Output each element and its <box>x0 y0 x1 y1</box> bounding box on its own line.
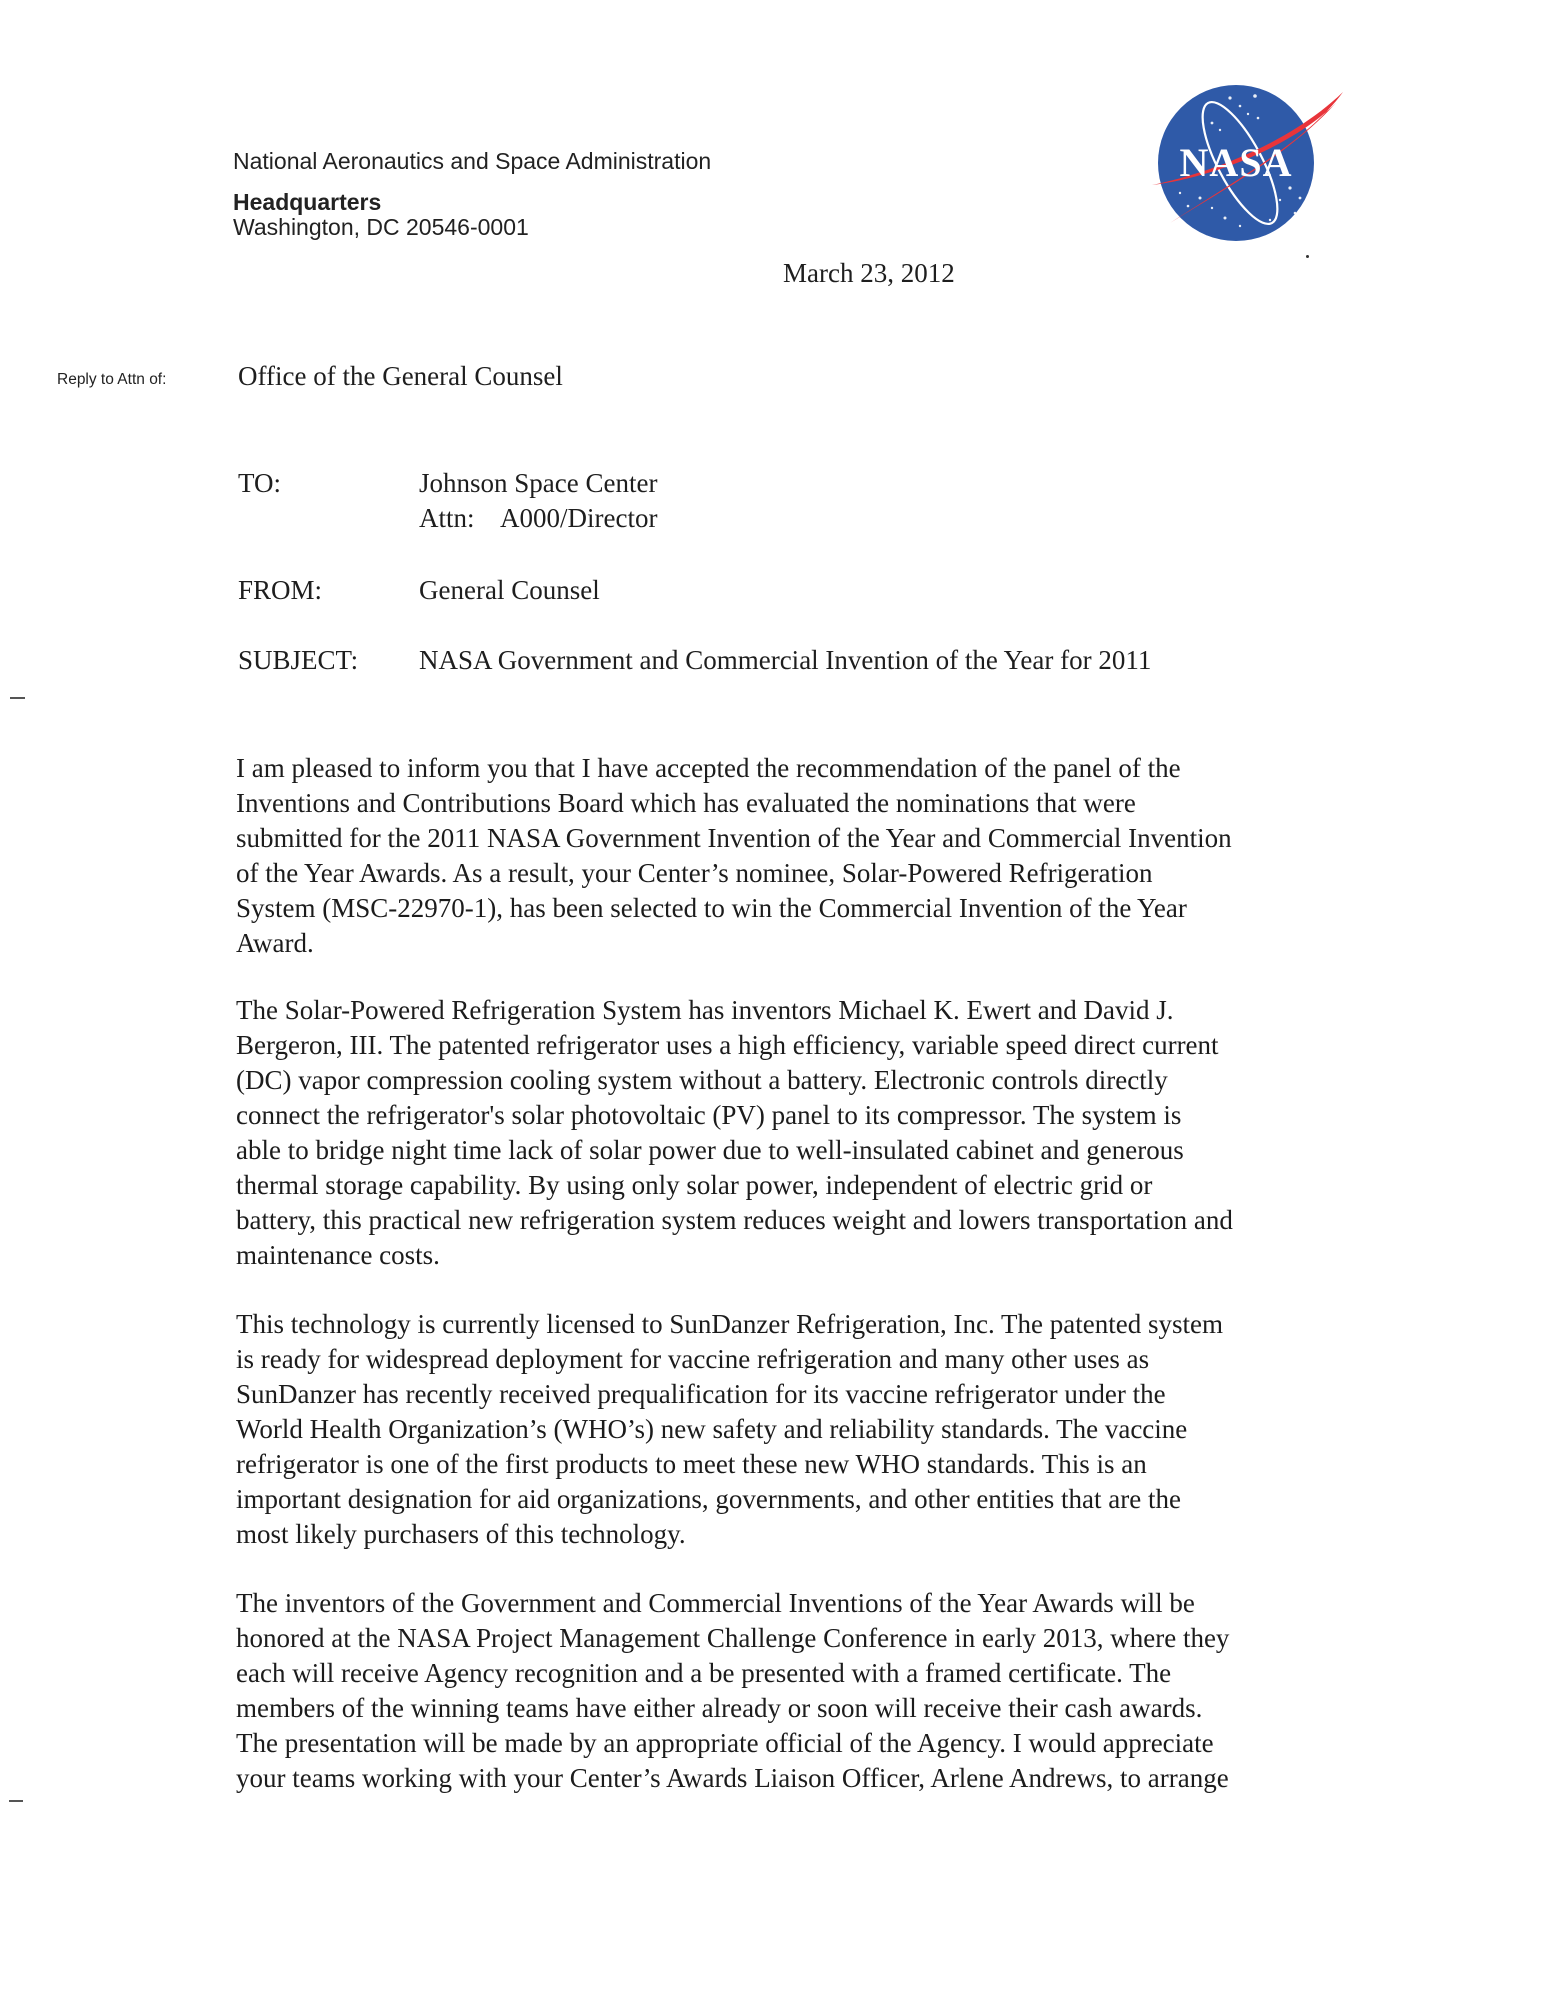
to-recipient: Johnson Space Center <box>419 468 658 498</box>
svg-text:NASA: NASA <box>1179 140 1293 185</box>
body-line: your teams working with your Center’s Awards Liaison Officer, Arlene Andrews, to arrange <box>236 1763 1229 1793</box>
body-line: able to bridge night time lack of solar power due to well-insulated cabinet and generous <box>236 1135 1184 1165</box>
fold-mark <box>10 697 25 699</box>
to-attention: Attn: A000/Director <box>419 503 658 533</box>
body-line: This technology is currently licensed to SunDanzer Refrigeration, Inc. The patented system <box>236 1309 1223 1339</box>
subject-value: NASA Government and Commercial Invention of the Year for 2011 <box>419 645 1152 675</box>
body-line: each will receive Agency recognition and a be presented with a framed certificate. The <box>236 1658 1172 1688</box>
body-line: important designation for aid organizations, governments, and other entities that are the <box>236 1484 1181 1514</box>
body-line: Bergeron, III. The patented refrigerator uses a high efficiency, variable speed direct current <box>236 1030 1219 1060</box>
body-line: Award. <box>236 928 314 958</box>
letter-date: March 23, 2012 <box>783 258 955 288</box>
body-line: The Solar-Powered Refrigeration System has inventors Michael K. Ewert and David J. <box>236 995 1174 1025</box>
body-line: thermal storage capability. By using only solar power, independent of electric grid or <box>236 1170 1153 1200</box>
body-line: honored at the NASA Project Management Challenge Conference in early 2013, where they <box>236 1623 1230 1653</box>
reply-to-value: Office of the General Counsel <box>238 361 563 391</box>
reply-to-label: Reply to Attn of: <box>57 371 167 388</box>
subject-label: SUBJECT: <box>238 645 359 675</box>
body-line: SunDanzer has recently received prequalification for its vaccine refrigerator under the <box>236 1379 1166 1409</box>
body-line: refrigerator is one of the first products to meet these new WHO standards. This is an <box>236 1449 1147 1479</box>
nasa-meatball-logo-icon <box>1140 68 1370 258</box>
body-paragraph-1 <box>236 751 1376 961</box>
body-line: (DC) vapor compression cooling system without a battery. Electronic controls directly <box>236 1065 1168 1095</box>
scan-speck <box>1306 255 1309 258</box>
body-line: battery, this practical new refrigeration system reduces weight and lowers transportation and <box>236 1205 1233 1235</box>
body-line: of the Year Awards. As a result, your Center’s nominee, Solar-Powered Refrigeration <box>236 858 1153 888</box>
body-line: System (MSC-22970-1), has been selected to win the Commercial Invention of the Year <box>236 893 1187 923</box>
body-line: I am pleased to inform you that I have accepted the recommendation of the panel of the <box>236 753 1181 783</box>
body-paragraph-3 <box>236 1307 1376 1552</box>
body-line: The presentation will be made by an appropriate official of the Agency. I would appreciate <box>236 1728 1214 1758</box>
body-line: maintenance costs. <box>236 1240 440 1270</box>
office-name: Headquarters <box>233 189 382 215</box>
body-line: The inventors of the Government and Commercial Inventions of the Year Awards will be <box>236 1588 1195 1618</box>
body-paragraph-2 <box>236 993 1376 1273</box>
body-line: most likely purchasers of this technology. <box>236 1519 686 1549</box>
body-line: connect the refrigerator's solar photovoltaic (PV) panel to its compressor. The system is <box>236 1100 1182 1130</box>
from-label: FROM: <box>238 575 323 605</box>
body-line: Inventions and Contributions Board which has evaluated the nominations that were <box>236 788 1136 818</box>
to-label: TO: <box>238 468 282 498</box>
body-line: World Health Organization’s (WHO’s) new safety and reliability standards. The vaccine <box>236 1414 1188 1444</box>
body-line: submitted for the 2011 NASA Government Invention of the Year and Commercial Invention <box>236 823 1232 853</box>
body-paragraph-4 <box>236 1586 1376 1796</box>
agency-name: National Aeronautics and Space Administration <box>233 148 712 174</box>
from-value: General Counsel <box>419 575 600 605</box>
body-line: members of the winning teams have either already or soon will receive their cash awards. <box>236 1693 1203 1723</box>
fold-mark <box>9 1800 23 1802</box>
office-address: Washington, DC 20546-0001 <box>233 214 529 240</box>
body-line: is ready for widespread deployment for vaccine refrigeration and many other uses as <box>236 1344 1150 1374</box>
